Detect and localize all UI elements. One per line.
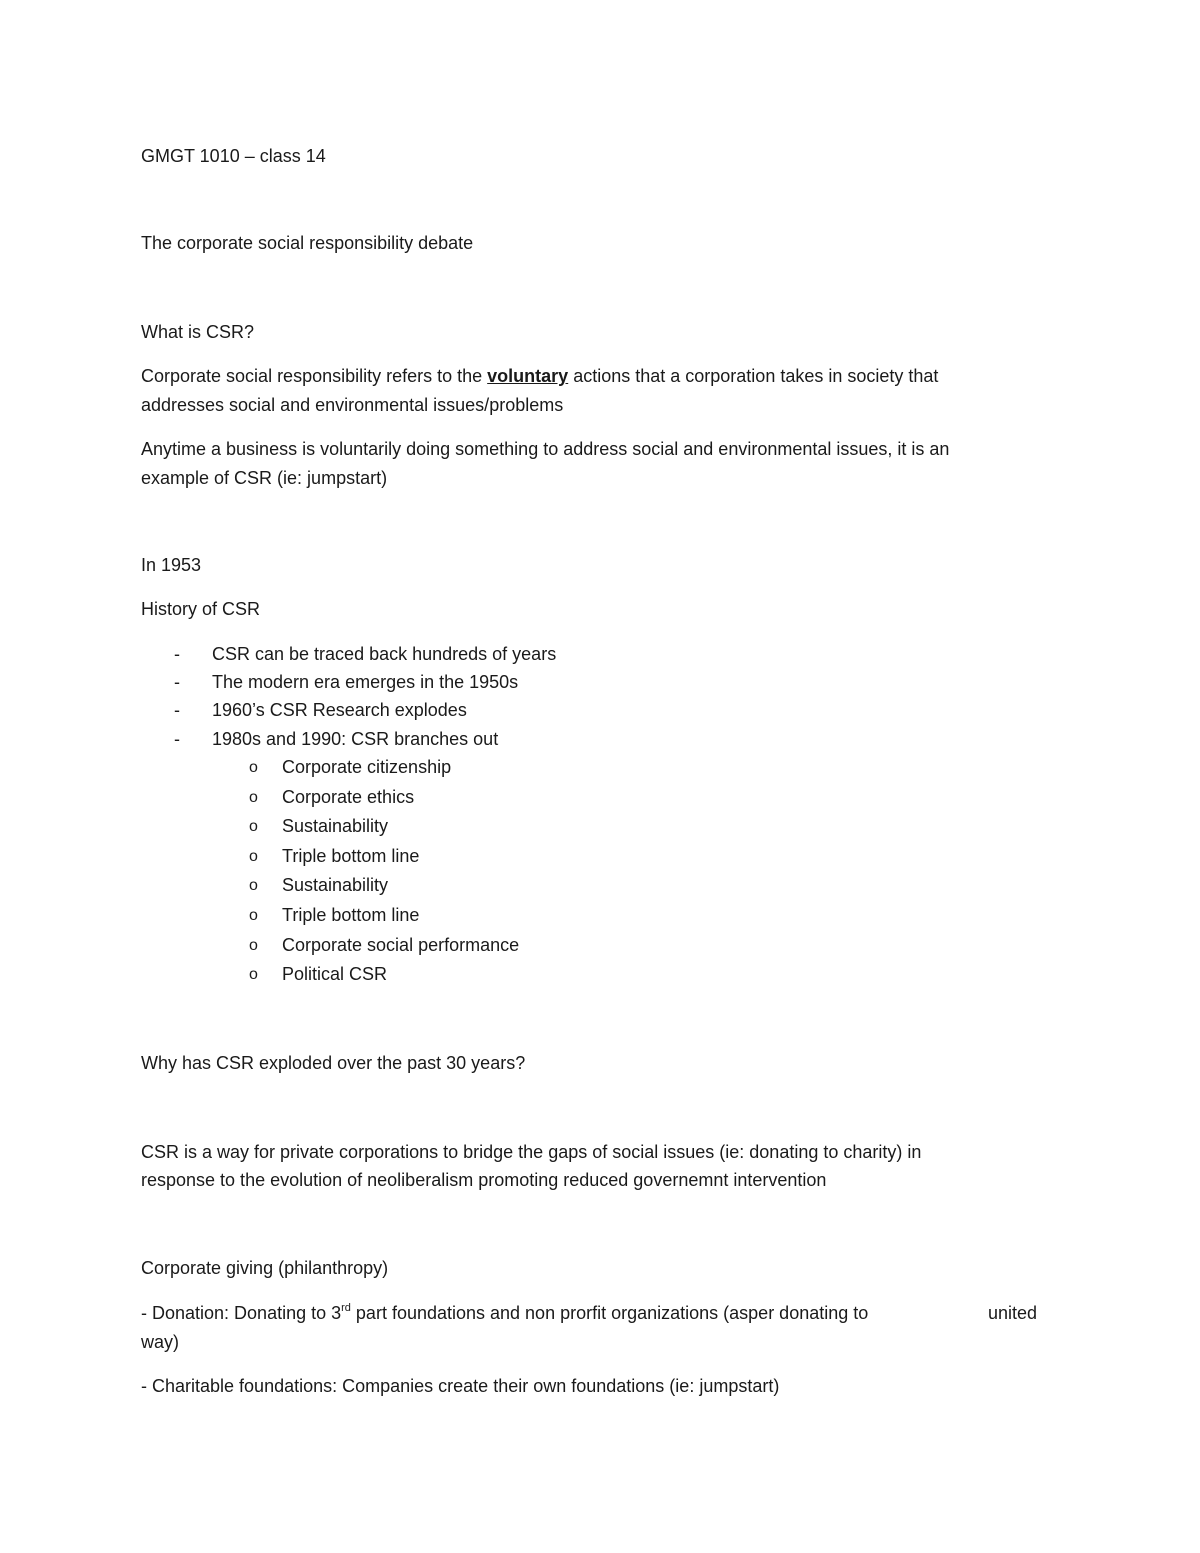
donation-line-1 — [141, 1302, 868, 1324]
circle-bullet-icon: o — [249, 877, 258, 894]
circle-bullet-icon: o — [249, 789, 258, 806]
sublist-item-text: Triple bottom line — [282, 905, 420, 925]
why-answer-line-2: response to the evolution of neoliberalism promoting reduced governemnt intervention — [141, 1170, 827, 1190]
circle-bullet-icon: o — [249, 759, 258, 776]
sublist-item-text: Sustainability — [282, 816, 389, 836]
definition-text-after: actions that a corporation takes in society that — [568, 366, 939, 386]
list-item-text: 1960’s CSR Research explodes — [212, 700, 467, 720]
definition-text-before: Corporate social responsibility refers to the — [141, 366, 488, 386]
dash-marker: - — [174, 700, 180, 720]
example-line-2: example of CSR (ie: jumpstart) — [141, 468, 388, 488]
circle-bullet-icon: o — [249, 966, 258, 983]
donation-trailing-word: united — [988, 1303, 1038, 1323]
donation-text-before: - Donation: Donating to 3 — [141, 1303, 342, 1323]
charitable-line: - Charitable foundations: Companies create their own foundations (ie: jumpstart) — [141, 1376, 780, 1396]
dash-marker: - — [174, 729, 180, 749]
year-heading: In 1953 — [141, 555, 202, 575]
why-question: Why has CSR exploded over the past 30 years? — [141, 1053, 526, 1073]
list-item-text: The modern era emerges in the 1950s — [212, 672, 519, 692]
list-item-text: 1980s and 1990: CSR branches out — [212, 729, 499, 749]
list-item-text: CSR can be traced back hundreds of years — [212, 644, 557, 664]
sublist-item-text: Corporate citizenship — [282, 757, 452, 777]
ordinal-superscript: rd — [341, 1302, 351, 1314]
why-answer-line-1: CSR is a way for private corporations to bridge the gaps of social issues (ie: donating to charity) in — [141, 1142, 922, 1162]
emphasis-word: voluntary — [487, 366, 569, 386]
donation-text-after: part foundations and non prorfit organizations (asper donating to — [350, 1303, 869, 1323]
circle-bullet-icon: o — [249, 907, 258, 924]
sublist-item-text: Political CSR — [282, 964, 388, 984]
example-line-1: Anytime a business is voluntarily doing something to address social and environmental issues, it is an — [141, 439, 950, 459]
sublist-item-text: Corporate ethics — [282, 787, 415, 807]
sublist-item-text: Triple bottom line — [282, 846, 420, 866]
circle-bullet-icon: o — [249, 937, 258, 954]
dash-marker: - — [174, 672, 180, 692]
giving-heading: Corporate giving (philanthropy) — [141, 1258, 389, 1278]
question-heading: What is CSR? — [141, 322, 255, 342]
doc-title: GMGT 1010 – class 14 — [141, 146, 326, 166]
sublist-item-text: Corporate social performance — [282, 935, 520, 955]
donation-line-2: way) — [141, 1332, 180, 1352]
topic-heading: The corporate social responsibility debate — [141, 233, 474, 253]
definition-line-2: addresses social and environmental issues/problems — [141, 395, 564, 415]
definition-line-1 — [141, 365, 938, 387]
sublist-item-text: Sustainability — [282, 875, 389, 895]
circle-bullet-icon: o — [249, 848, 258, 865]
dash-marker: - — [174, 644, 180, 664]
history-heading: History of CSR — [141, 599, 261, 619]
circle-bullet-icon: o — [249, 818, 258, 835]
